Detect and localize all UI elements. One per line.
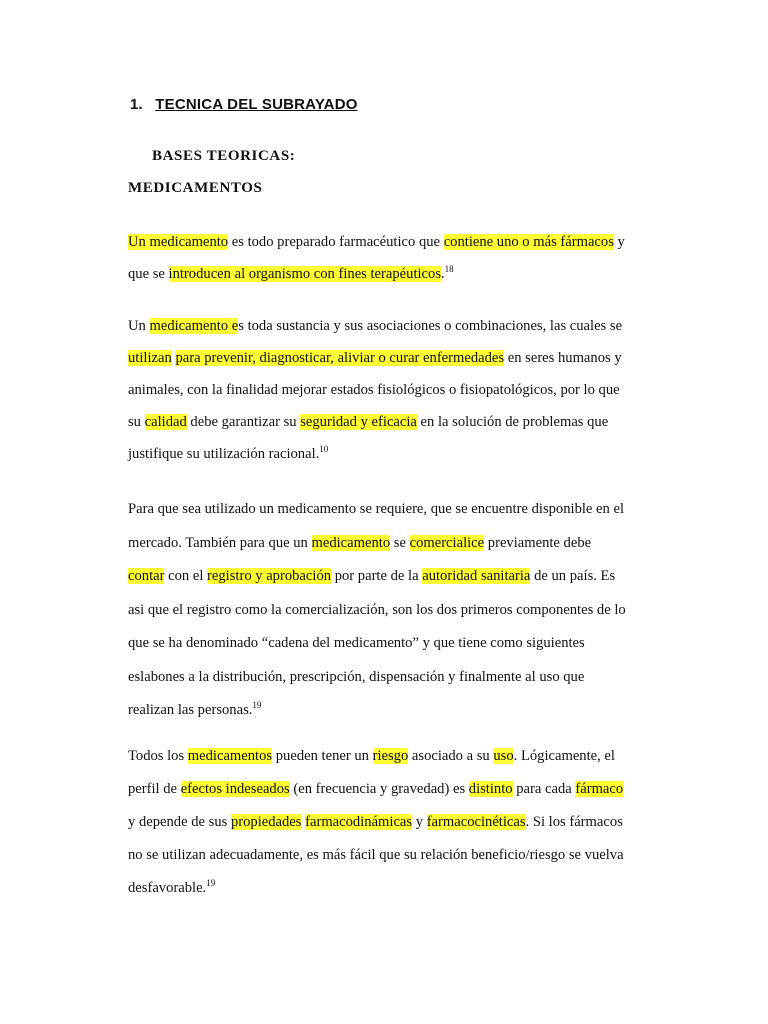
paragraph — [128, 226, 660, 290]
text-run: con el — [164, 568, 208, 584]
text-line — [128, 740, 660, 773]
highlighted-text: autoridad sanitaria — [422, 568, 531, 584]
text-run: en seres humanos y — [504, 350, 622, 366]
text-run: se — [390, 534, 410, 551]
text-line — [128, 627, 660, 661]
text-run: y — [412, 814, 427, 830]
text-run: . — [441, 266, 445, 282]
text-run: s toda sustancia y sus asociaciones o combinaciones, las cuales se — [238, 318, 623, 334]
text-run: justifique su utilización racional. — [128, 446, 320, 462]
text-line — [128, 493, 660, 527]
text-run: Un — [128, 318, 150, 334]
footnote-ref: 18 — [444, 264, 454, 275]
footnote-ref: 19 — [252, 700, 262, 711]
text-run: y — [613, 234, 625, 250]
text-run: asociado a su — [408, 748, 494, 764]
highlighted-text: riesgo — [372, 748, 409, 764]
highlighted-text: farmacodinámicas — [305, 814, 413, 830]
text-line — [128, 342, 660, 374]
highlighted-text: registro y aprobación — [207, 568, 332, 584]
text-run: (en frecuencia y gravedad) es — [289, 781, 469, 797]
highlighted-text: distinto — [468, 781, 513, 797]
text-run: que se ha denominado “cadena del medicamento” y que tiene como siguientes — [128, 635, 585, 651]
highlighted-text: medicamentos — [187, 748, 273, 764]
text-run: desfavorable. — [128, 880, 207, 896]
text-line — [128, 226, 660, 258]
text-line — [128, 527, 660, 561]
text-run: por parte de la — [331, 568, 423, 584]
highlighted-text: calidad — [144, 414, 187, 430]
highlighted-text: introducen al organismo con fines terapéuticos — [168, 266, 442, 282]
text-run: realizan las personas. — [128, 702, 253, 718]
text-line — [128, 406, 660, 438]
text-run: . Si los fármacos — [525, 814, 623, 830]
text-run: eslabones a la distribución, prescripción, dispensación y finalmente al uso que — [128, 668, 585, 685]
text-run: y depende de sus — [128, 814, 231, 830]
highlighted-text: contiene uno o más fármacos — [443, 234, 614, 250]
section-heading — [130, 96, 358, 113]
highlighted-text: fármaco — [575, 781, 624, 797]
text-run: Para que sea utilizado un medicamento se requiere, que se encuentre disponible en el — [128, 501, 624, 517]
highlighted-text: comercialice — [409, 534, 485, 551]
text-run: Todos los — [128, 748, 188, 764]
highlighted-text: uso — [493, 748, 514, 764]
text-line — [128, 438, 660, 470]
subheading: BASES TEORICAS: — [152, 148, 296, 164]
highlighted-text: seguridad y eficacia — [300, 414, 417, 430]
text-run: para cada — [512, 781, 576, 797]
text-run: que se — [128, 266, 169, 282]
text-line — [128, 872, 660, 905]
highlighted-text: utilizan — [128, 350, 172, 366]
paragraph — [128, 310, 660, 470]
text-line — [128, 773, 660, 806]
highlighted-text: Un medicamento — [128, 234, 229, 250]
text-line — [128, 839, 660, 872]
text-line — [128, 694, 660, 728]
text-run: . Lógicamente, el — [513, 748, 615, 764]
text-line — [128, 258, 660, 290]
heading-number: 1. — [130, 96, 143, 113]
text-run: asi que el registro como la comercialización, son los dos primeros componentes de lo — [128, 601, 626, 618]
footnote-ref: 10 — [319, 444, 329, 455]
highlighted-text: propiedades — [230, 814, 302, 830]
text-line — [128, 594, 660, 628]
highlighted-text: para prevenir, diagnosticar, aliviar o curar enfermedades — [175, 350, 505, 366]
section-title: MEDICAMENTOS — [128, 180, 263, 196]
text-run: no se utilizan adecuadamente, es más fácil que su relación beneficio/riesgo se vuelva — [128, 847, 624, 863]
text-run: perfil de — [128, 781, 181, 797]
highlighted-text: medicamento e — [149, 318, 239, 334]
text-run: en la solución de problemas que — [416, 414, 609, 430]
paragraph — [128, 740, 660, 905]
text-run: pueden tener un — [272, 748, 373, 764]
paragraph — [128, 493, 660, 728]
highlighted-text: efectos indeseados — [180, 781, 290, 797]
text-line — [128, 661, 660, 695]
text-run: mercado. También para que un — [128, 534, 312, 551]
text-run: es todo preparado farmacéutico que — [228, 234, 444, 250]
text-line — [128, 560, 660, 594]
highlighted-text: farmacocinéticas — [426, 814, 526, 830]
footnote-ref: 19 — [206, 878, 216, 889]
text-run: debe garantizar su — [186, 414, 301, 430]
heading-title: TECNICA DEL SUBRAYADO — [155, 96, 358, 113]
text-run: animales, con la finalidad mejorar estados fisiológicos o fisiopatológicos, por lo que — [128, 382, 620, 398]
text-run: previamente debe — [484, 534, 592, 551]
text-run: su — [128, 414, 145, 430]
text-run: de un país. Es — [530, 568, 616, 584]
text-line — [128, 806, 660, 839]
text-line — [128, 310, 660, 342]
text-line — [128, 374, 660, 406]
highlighted-text: medicamento — [311, 534, 391, 551]
highlighted-text: contar — [128, 568, 165, 584]
